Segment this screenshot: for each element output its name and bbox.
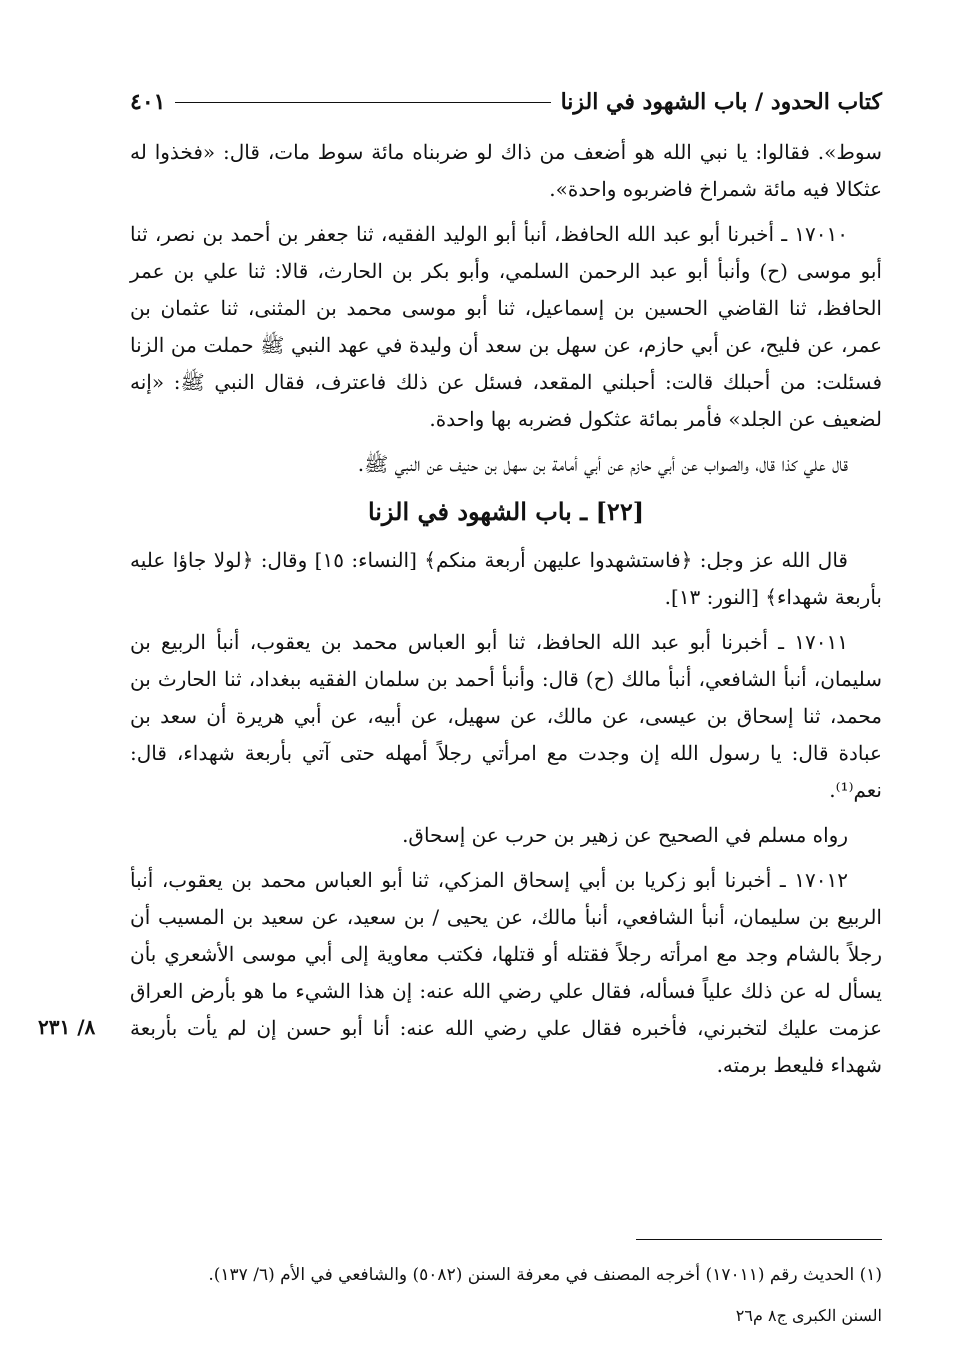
narration-muslim: رواه مسلم في الصحيح عن زهير بن حرب عن إسحاق. [402, 823, 848, 847]
header-rule [175, 102, 550, 103]
quran-verses: قال الله عز وجل: ﴿فاستشهدوا عليهن أربعة منكم﴾ [النساء: ١٥] وقال: ﴿لولا جاؤا عليه بأربعة شهداء﴾ [النور: ١٣]. [130, 548, 882, 609]
paragraph-continuation: سوط». فقالوا: يا نبي الله هو أضعف من ذاك لو ضربناه مائة سوط مات، قال: «فخذوا له عثكالا فيه مائة شمراخ فاضربوه واحدة». [130, 140, 882, 201]
footnote-rule [636, 1239, 882, 1240]
hadith-17011: ١٧٠١١ ـ أخبرنا أبو عبد الله الحافظ، ثنا أبو العباس محمد بن يعقوب، أنبأ الربيع بن سليمان، أنبأ الشافعي، أنبأ مالك (ح) قال: وأنبأ أحمد بن سلمان الفقيه ببغداد، ثنا الحارث بن محمد، ثنا إسحاق بن عيسى، عن مالك، عن سهيل، عن أبيه، عن أبي هريرة أن سعد بن عبادة قال: يا رسول الله إن وجدت مع امرأتي رجلاً أمهله حتى آتي بأربعة شهداء، قال: نعم⁽¹⁾. [130, 630, 882, 802]
footnote: (١) الحديث رقم (١٧٠١١) أخرجه المصنف في معرفة السنن (٥٠٨٢) والشافعي في الأم (٦/ ١٣٧). [208, 1265, 882, 1285]
page-number: ٤٠١ [130, 89, 166, 115]
section-title: [٢٢] ـ باب الشهود في الزنا [367, 497, 645, 526]
header-title: كتاب الحدود / باب الشهود في الزنا [560, 89, 882, 115]
volume-signature: السنن الكبرى ج٨ م٢٦ [735, 1306, 882, 1325]
hadith-17010: ١٧٠١٠ ـ أخبرنا أبو عبد الله الحافظ، أنبأ أبو الوليد الفقيه، ثنا جعفر بن أحمد بن نصر، ثنا أبو موسى (ح) وأنبأ أبو عبد الرحمن السلمي، وأبو بكر بن الحارث، قالا: ثنا علي بن عمر الحافظ، ثنا القاضي الحسين بن إسماعيل، ثنا أبو موسى محمد بن المثنى، ثنا عثمان بن عمر، عن فليح، عن أبي حازم، عن سهل بن سعد أن وليدة في عهد النبي ﷺ حملت من الزنا فسئلت: من أحبلك قالت: أحبلني المقعد، فسئل عن ذلك فاعترف، فقال النبي ﷺ: «إنه لضعيف عن الجلد» فأمر بمائة عثكول فضربه بها واحدة. [130, 222, 882, 431]
main-text [130, 134, 882, 1092]
hadith-17012: ١٧٠١٢ ـ أخبرنا أبو زكريا بن أبي إسحاق المزكي، ثنا أبو العباس محمد بن يعقوب، أنبأ الربيع بن سليمان، أنبأ الشافعي، أنبأ مالك، عن يحيى / بن سعيد، عن سعيد بن المسيب أن رجلاً بالشام وجد مع امرأته رجلاً فقتله أو قتلها، فكتب معاوية إلى أبي موسى الأشعري بأن يسأل له عن ذلك علياً فسأله، فقال علي رضي الله عنه: إن هذا الشيء ما هو بأرض العراق عزمت عليك لتخبرني، فأخبره فقال علي رضي الله عنه: أنا أبو حسن إن لم يأت بأربعة شهداء فليعط برمته. [130, 868, 882, 1077]
margin-reference: ٨/ ٢٣١ [38, 1015, 96, 1039]
running-header [130, 84, 882, 120]
commentary-ali: قال علي كذا قال، والصواب عن أبي حازم عن أبي أمامة بن سهل بن حنيف عن النبي ﷺ. [357, 452, 848, 476]
